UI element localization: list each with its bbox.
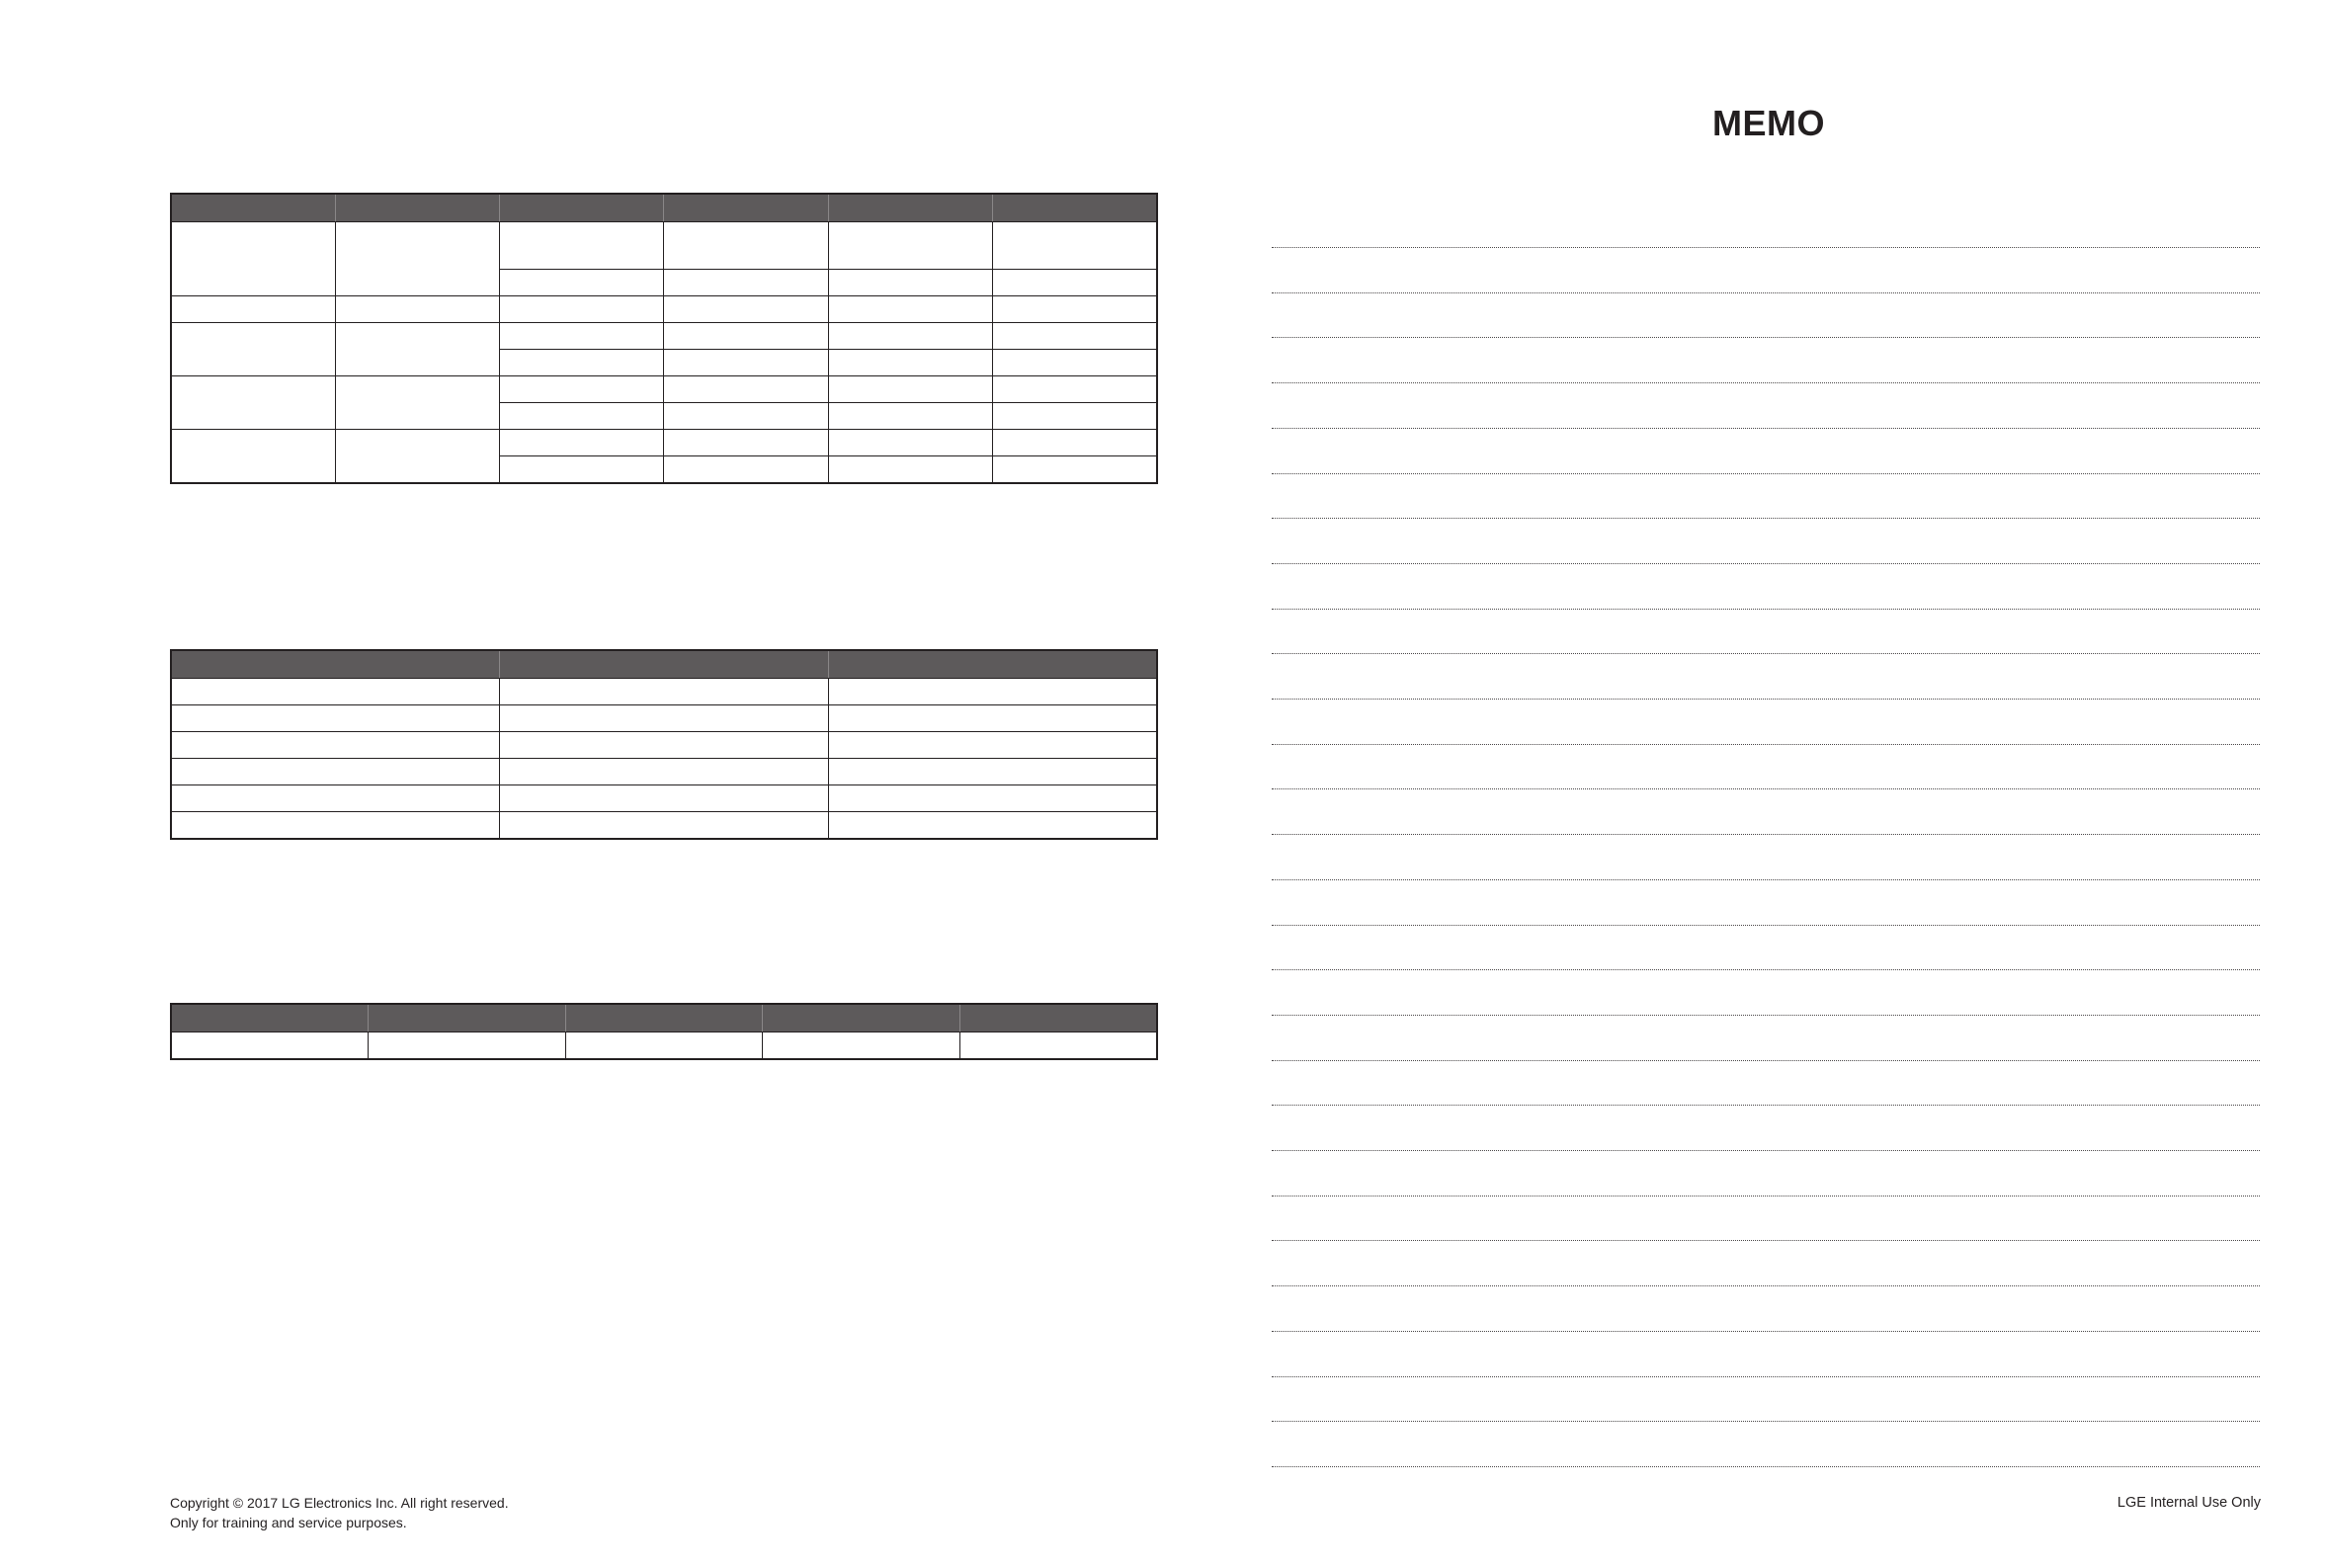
table-cell — [959, 1032, 1157, 1060]
table-cell — [828, 705, 1157, 732]
table-cell — [828, 430, 992, 456]
table-cell — [993, 456, 1157, 484]
table-row — [171, 679, 1157, 705]
table-cell — [500, 759, 829, 785]
table-cell — [500, 732, 829, 759]
table-cell — [828, 403, 992, 430]
table-cell — [664, 456, 828, 484]
table-cell — [993, 376, 1157, 403]
table-cell — [828, 732, 1157, 759]
table-cell — [828, 456, 992, 484]
table-cell — [664, 376, 828, 403]
table-cell — [171, 430, 335, 484]
memo-ruled-line — [1272, 247, 2260, 248]
table-cell — [664, 270, 828, 296]
header-cell — [959, 1004, 1157, 1032]
table-cell — [500, 403, 664, 430]
table-cell — [500, 270, 664, 296]
table-header-row — [171, 194, 1157, 222]
table-cell — [993, 222, 1157, 270]
table-cell — [171, 759, 500, 785]
table-row — [171, 323, 1157, 350]
table-cell — [500, 350, 664, 376]
table-row — [171, 222, 1157, 270]
table-row — [171, 759, 1157, 785]
table-cell — [500, 323, 664, 350]
header-cell — [171, 650, 500, 679]
memo-lines — [1272, 0, 2260, 1568]
header-cell — [828, 650, 1157, 679]
table-cell — [171, 1032, 369, 1060]
table-cell — [171, 732, 500, 759]
table-cell — [828, 679, 1157, 705]
spec-table-1 — [170, 193, 1158, 484]
table-row — [171, 812, 1157, 840]
table-cell — [828, 270, 992, 296]
header-cell — [369, 1004, 566, 1032]
table-cell — [171, 323, 335, 376]
memo-ruled-line — [1272, 788, 2260, 789]
memo-ruled-line — [1272, 1196, 2260, 1197]
table-cell — [993, 430, 1157, 456]
table-cell — [828, 222, 992, 270]
header-cell — [500, 650, 829, 679]
table-cell — [500, 222, 664, 270]
memo-ruled-line — [1272, 1105, 2260, 1106]
memo-ruled-line — [1272, 1466, 2260, 1467]
memo-ruled-line — [1272, 1331, 2260, 1332]
table-row — [171, 732, 1157, 759]
table-cell — [500, 705, 829, 732]
memo-ruled-line — [1272, 925, 2260, 926]
memo-ruled-line — [1272, 382, 2260, 383]
table-row — [171, 296, 1157, 323]
table-cell — [664, 403, 828, 430]
memo-ruled-line — [1272, 744, 2260, 745]
table-row — [171, 376, 1157, 403]
memo-ruled-line — [1272, 292, 2260, 293]
spec-table-3 — [170, 1003, 1158, 1060]
table-cell — [828, 376, 992, 403]
table-cell — [828, 812, 1157, 840]
memo-ruled-line — [1272, 518, 2260, 519]
memo-ruled-line — [1272, 1240, 2260, 1241]
table-cell — [171, 376, 335, 430]
table-cell — [828, 296, 992, 323]
table-row — [171, 1032, 1157, 1060]
table-cell — [664, 296, 828, 323]
table-cell — [664, 430, 828, 456]
table-cell — [500, 785, 829, 812]
table-cell — [335, 376, 499, 430]
memo-ruled-line — [1272, 969, 2260, 970]
table-cell — [828, 350, 992, 376]
table-header-row — [171, 1004, 1157, 1032]
table-cell — [500, 430, 664, 456]
table-header-row — [171, 650, 1157, 679]
table-cell — [565, 1032, 763, 1060]
memo-ruled-line — [1272, 1421, 2260, 1422]
header-cell — [664, 194, 828, 222]
memo-title: MEMO — [1712, 103, 1825, 143]
table-cell — [664, 323, 828, 350]
memo-ruled-line — [1272, 1285, 2260, 1286]
table-cell — [335, 323, 499, 376]
memo-ruled-line — [1272, 1150, 2260, 1151]
table-cell — [993, 296, 1157, 323]
table-cell — [500, 296, 664, 323]
memo-ruled-line — [1272, 337, 2260, 338]
internal-use-notice: LGE Internal Use Only — [2117, 1495, 2261, 1511]
table-row — [171, 785, 1157, 812]
header-cell — [171, 1004, 369, 1032]
memo-ruled-line — [1272, 428, 2260, 429]
table-cell — [993, 270, 1157, 296]
table-cell — [664, 350, 828, 376]
table-cell — [828, 759, 1157, 785]
table-cell — [828, 323, 992, 350]
table-cell — [500, 456, 664, 484]
table-cell — [171, 296, 335, 323]
memo-ruled-line — [1272, 1015, 2260, 1016]
table-cell — [993, 323, 1157, 350]
table-cell — [335, 296, 499, 323]
table-row — [171, 705, 1157, 732]
memo-ruled-line — [1272, 609, 2260, 610]
table-cell — [171, 679, 500, 705]
header-cell — [171, 194, 335, 222]
header-cell — [993, 194, 1157, 222]
purpose-notice: Only for training and service purposes. — [170, 1515, 407, 1530]
memo-ruled-line — [1272, 879, 2260, 880]
table-cell — [500, 679, 829, 705]
memo-ruled-line — [1272, 653, 2260, 654]
header-cell — [763, 1004, 960, 1032]
table-row — [171, 430, 1157, 456]
table-cell — [171, 222, 335, 296]
table-cell — [664, 222, 828, 270]
table-cell — [500, 376, 664, 403]
table-cell — [993, 350, 1157, 376]
header-cell — [565, 1004, 763, 1032]
table-cell — [828, 785, 1157, 812]
table-cell — [993, 403, 1157, 430]
table-cell — [369, 1032, 566, 1060]
table-cell — [500, 812, 829, 840]
table-cell — [171, 812, 500, 840]
memo-ruled-line — [1272, 699, 2260, 700]
memo-ruled-line — [1272, 473, 2260, 474]
header-cell — [828, 194, 992, 222]
memo-ruled-line — [1272, 1376, 2260, 1377]
table-cell — [335, 222, 499, 296]
table-cell — [171, 785, 500, 812]
spec-table-2 — [170, 649, 1158, 840]
table-cell — [335, 430, 499, 484]
copyright-notice: Copyright © 2017 LG Electronics Inc. All right reserved. — [170, 1495, 509, 1511]
memo-ruled-line — [1272, 834, 2260, 835]
header-cell — [335, 194, 499, 222]
table-cell — [763, 1032, 960, 1060]
memo-ruled-line — [1272, 563, 2260, 564]
table-cell — [171, 705, 500, 732]
memo-ruled-line — [1272, 1060, 2260, 1061]
header-cell — [500, 194, 664, 222]
